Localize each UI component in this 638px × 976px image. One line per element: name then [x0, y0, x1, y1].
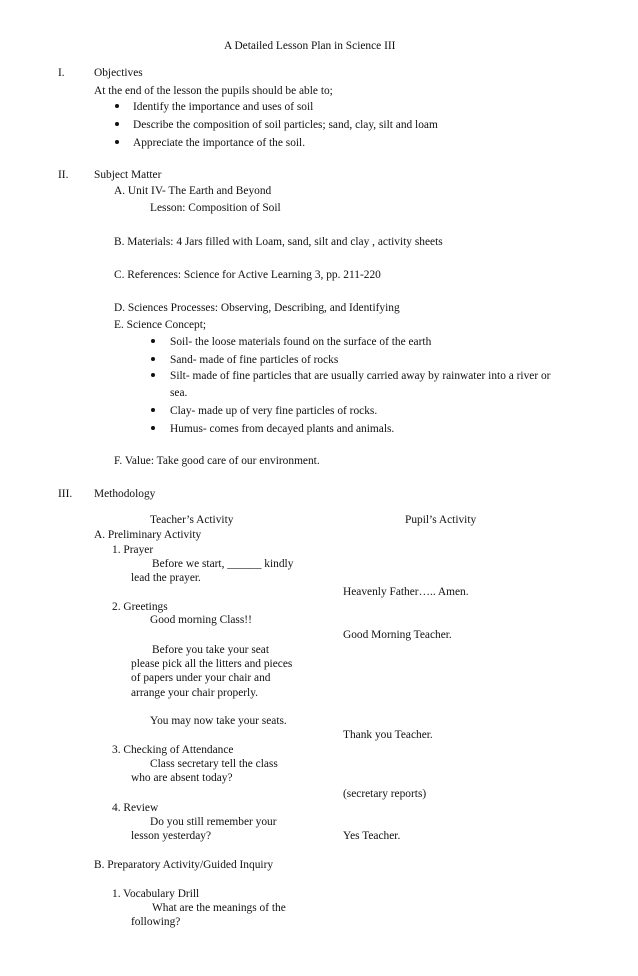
- teacher-line: Do you still remember your: [150, 816, 277, 828]
- teacher-line: What are the meanings of the: [152, 902, 286, 914]
- objective-item: Appreciate the importance of the soil.: [133, 137, 306, 149]
- section-heading-methodology: Methodology: [94, 488, 156, 500]
- subject-lesson: Lesson: Composition of Soil: [150, 202, 281, 214]
- pupil-response: Heavenly Father….. Amen.: [343, 586, 469, 598]
- concept-item: Humus- comes from decayed plants and animals.: [170, 423, 395, 435]
- section-number-3: III.: [58, 488, 73, 500]
- pupil-response: Thank you Teacher.: [343, 729, 433, 741]
- subject-item-c: C. References: Science for Active Learning 3, pp. 211-220: [114, 269, 381, 281]
- concept-item: Sand- made of fine particles of rocks: [170, 354, 339, 366]
- concept-item-continuation: sea.: [170, 387, 188, 399]
- subject-item-b: B. Materials: 4 Jars filled with Loam, sand, silt and clay , activity sheets: [114, 236, 443, 248]
- bullet-icon: [151, 408, 155, 412]
- subject-item-a: A. Unit IV- The Earth and Beyond: [114, 185, 272, 197]
- teacher-line: You may now take your seats.: [150, 715, 287, 727]
- bullet-icon: [151, 426, 155, 430]
- section-number-2: II.: [58, 169, 69, 181]
- teacher-activity-heading: Teacher’s Activity: [150, 514, 234, 526]
- preparatory-activity: B. Preparatory Activity/Guided Inquiry: [94, 859, 274, 871]
- teacher-line: Good morning Class!!: [150, 614, 252, 626]
- section-heading-subject-matter: Subject Matter: [94, 169, 162, 181]
- teacher-line: Before you take your seat: [152, 644, 270, 656]
- teacher-line: lesson yesterday?: [131, 830, 212, 842]
- teacher-line: Class secretary tell the class: [150, 758, 278, 770]
- step-prayer: 1. Prayer: [112, 544, 154, 556]
- concept-item: Clay- made up of very fine particles of rocks.: [170, 405, 378, 417]
- teacher-line: please pick all the litters and pieces: [131, 658, 293, 670]
- teacher-line: Before we start, ______ kindly: [152, 558, 294, 570]
- pupil-activity-heading: Pupil’s Activity: [405, 514, 477, 526]
- subject-item-e: E. Science Concept;: [114, 319, 207, 331]
- teacher-line: arrange your chair properly.: [131, 687, 259, 699]
- concept-item: Soil- the loose materials found on the surface of the earth: [170, 336, 432, 348]
- concept-item: Silt- made of fine particles that are usually carried away by rainwater into a river or: [170, 370, 551, 382]
- objective-item: Describe the composition of soil particles; sand, clay, silt and loam: [133, 119, 438, 131]
- bullet-icon: [151, 357, 155, 361]
- bullet-icon: [115, 104, 119, 108]
- teacher-line: lead the prayer.: [131, 572, 201, 584]
- section-number-1: I.: [58, 67, 65, 79]
- step-attendance: 3. Checking of Attendance: [112, 744, 234, 756]
- pupil-response: Yes Teacher.: [343, 830, 401, 842]
- teacher-line: who are absent today?: [131, 772, 233, 784]
- subject-item-f: F. Value: Take good care of our environment.: [114, 455, 320, 467]
- teacher-line: following?: [131, 916, 181, 928]
- bullet-icon: [115, 140, 119, 144]
- preliminary-activity: A. Preliminary Activity: [94, 529, 202, 541]
- objectives-intro: At the end of the lesson the pupils should be able to;: [94, 85, 333, 97]
- bullet-icon: [151, 373, 155, 377]
- step-greetings: 2. Greetings: [112, 601, 168, 613]
- bullet-icon: [151, 339, 155, 343]
- pupil-response: Good Morning Teacher.: [343, 629, 452, 641]
- bullet-icon: [115, 122, 119, 126]
- document-title: A Detailed Lesson Plan in Science III: [224, 40, 396, 52]
- subject-item-d: D. Sciences Processes: Observing, Describing, and Identifying: [114, 302, 400, 314]
- section-heading-objectives: Objectives: [94, 67, 143, 79]
- objective-item: Identify the importance and uses of soil: [133, 101, 314, 113]
- step-vocabulary: 1. Vocabulary Drill: [112, 888, 200, 900]
- step-review: 4. Review: [112, 802, 159, 814]
- teacher-line: of papers under your chair and: [131, 672, 271, 684]
- pupil-response: (secretary reports): [343, 788, 427, 800]
